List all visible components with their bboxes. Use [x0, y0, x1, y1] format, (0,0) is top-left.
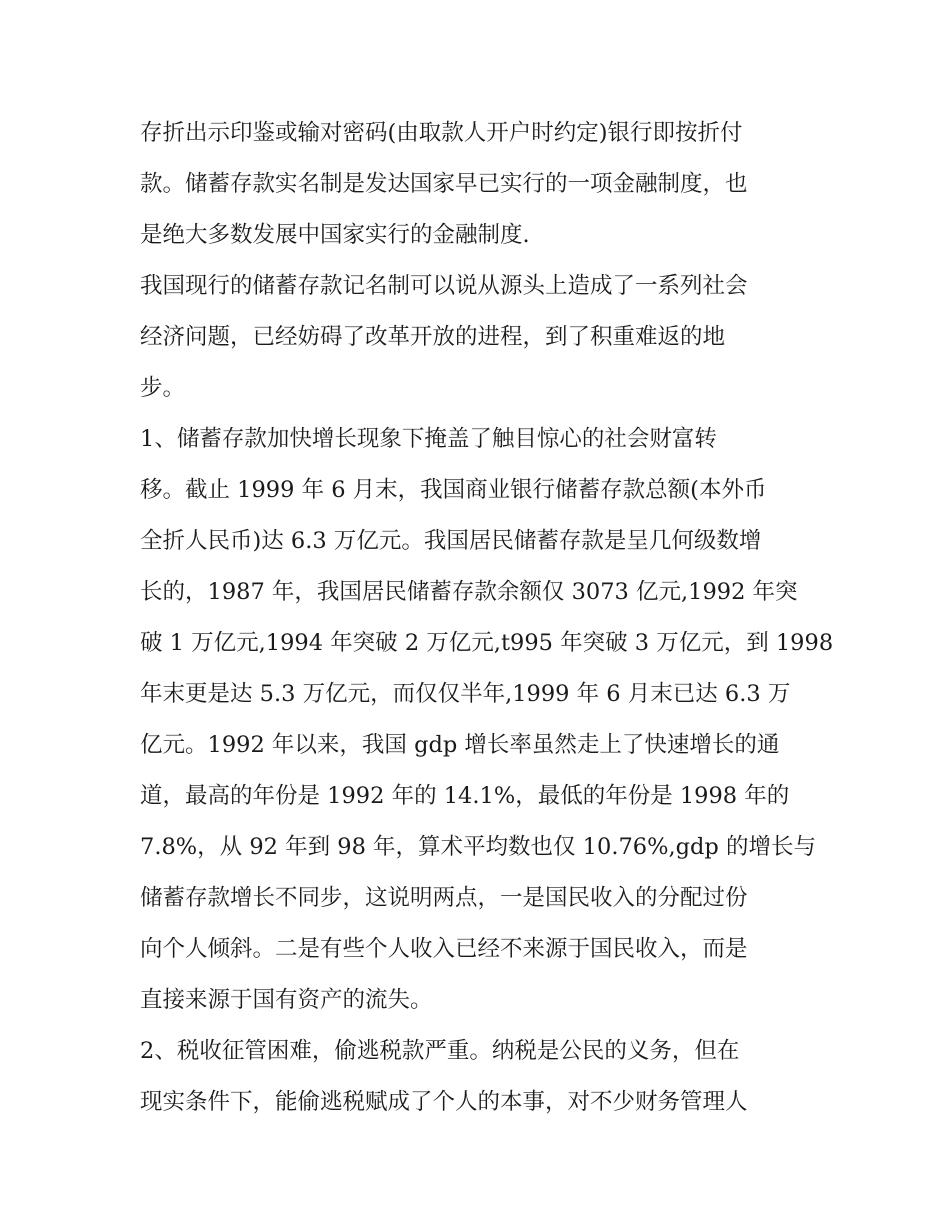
- text-line: 2、税收征管困难，偷逃税款严重。纳税是公民的义务，但在: [140, 1038, 740, 1064]
- text-line: 全折人民币)达 6.3 万亿元。我国居民储蓄存款是呈几何级数增: [140, 528, 762, 554]
- text-line: 我国现行的储蓄存款记名制可以说从源头上造成了一系列社会: [140, 273, 748, 299]
- text-line: 现实条件下，能偷逃税赋成了个人的本事，对不少财务管理人: [140, 1089, 748, 1115]
- text-line: 道，最高的年份是 1992 年的 14.1%，最低的年份是 1998 年的: [140, 783, 790, 809]
- paragraph-2: [140, 261, 820, 414]
- text-line: 移。截止 1999 年 6 月末，我国商业银行储蓄存款总额(本外币: [140, 477, 767, 503]
- text-line: 经济问题，已经妨碍了改革开放的进程，到了积重难返的地: [140, 324, 726, 350]
- text-line: 储蓄存款增长不同步，这说明两点，一是国民收入的分配过份: [140, 885, 748, 911]
- text-line: 款。储蓄存款实名制是发达国家早已实行的一项金融制度，也: [140, 171, 748, 197]
- document-body: [140, 108, 834, 1128]
- text-line: 步。: [140, 375, 186, 401]
- text-line: 亿元。1992 年以来，我国 gdp 增长率虽然走上了快速增长的通: [140, 732, 780, 758]
- text-line: 向个人倾斜。二是有些个人收入已经不来源于国民收入，而是: [140, 936, 748, 962]
- text-line: 破 1 万亿元,1994 年突破 2 万亿元,t995 年突破 3 万亿元，到 1998: [140, 630, 834, 656]
- paragraph-3: [140, 414, 834, 1026]
- text-line: 直接来源于国有资产的流失。: [140, 987, 433, 1013]
- text-line: 长的，1987 年，我国居民储蓄存款余额仅 3073 亿元,1992 年突: [140, 579, 798, 605]
- text-line: 存折出示印鉴或输对密码(由取款人开户时约定)银行即按折付: [140, 120, 743, 146]
- text-line: 1、储蓄存款加快增长现象下掩盖了触目惊心的社会财富转: [140, 426, 717, 452]
- text-line: 7.8%，从 92 年到 98 年，算术平均数也仅 10.76%,gdp 的增长与: [140, 834, 816, 860]
- text-line: 是绝大多数发展中国家实行的金融制度.: [140, 222, 530, 248]
- paragraph-4: [140, 1026, 820, 1128]
- paragraph-1: [140, 108, 820, 261]
- text-line: 年末更是达 5.3 万亿元，而仅仅半年,1999 年 6 月末已达 6.3 万: [140, 681, 791, 707]
